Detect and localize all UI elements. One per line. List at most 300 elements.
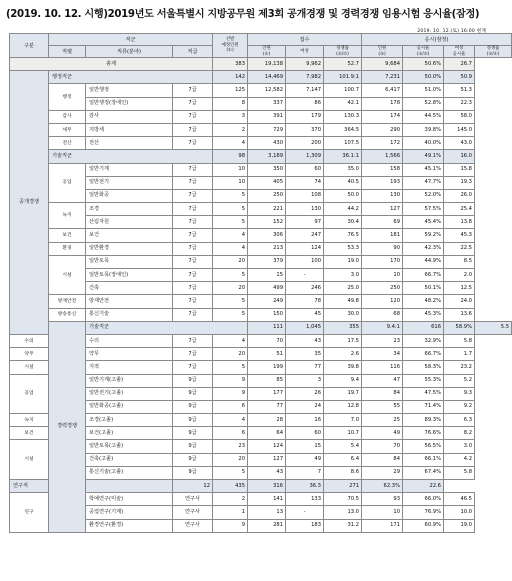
jeopsu-yeoseong-cell: 78 bbox=[286, 295, 324, 308]
table-row bbox=[10, 387, 512, 400]
jeopsu-yeoseong-cell: - bbox=[286, 506, 324, 519]
jeopsu-yeoseong-cell: 35 bbox=[286, 348, 324, 361]
eungsi-gyeongjaeng-cell: 22.6 bbox=[403, 480, 444, 493]
header-eungsiyul bbox=[403, 46, 444, 58]
jeopsu-ingwon-cell: 14,469 bbox=[248, 71, 286, 84]
jeopsu-yeoseong-cell: 316 bbox=[248, 480, 286, 493]
subtotal-label: 행정직군 bbox=[49, 71, 213, 84]
jikgeup-cell: 7급 bbox=[173, 84, 213, 97]
eungsiyul-cell: 44.5% bbox=[403, 110, 444, 123]
eungsi-ingwon-cell: 34 bbox=[362, 348, 403, 361]
jikryu-cell: 지적 bbox=[86, 361, 173, 374]
jikryu-cell: 보건(고졸) bbox=[86, 427, 173, 440]
seonbal-cell: 20 bbox=[213, 282, 248, 295]
eungsiyul-cell: 44.9% bbox=[403, 255, 444, 268]
eungsi-gyeongjaeng-cell: 16.0 bbox=[444, 150, 475, 163]
jeopsu-yeoseong-cell: - bbox=[286, 269, 324, 282]
eungsi-ingwon-cell: 25 bbox=[362, 414, 403, 427]
jikryu-cell: 공업연구(기계) bbox=[86, 506, 173, 519]
jeopsu-yeoseong-cell: 24 bbox=[286, 400, 324, 413]
jeopsu-gyeongjaeng-cell: 30.4 bbox=[324, 216, 362, 229]
jikgeup-cell: 7급 bbox=[173, 295, 213, 308]
jikgeup-cell: 9급 bbox=[173, 387, 213, 400]
jeopsu-ingwon-cell: 281 bbox=[248, 519, 286, 532]
jeopsu-ingwon-cell: 3,189 bbox=[248, 150, 286, 163]
eungsi-ingwon-cell: 84 bbox=[362, 453, 403, 466]
jeopsu-ingwon-cell: 124 bbox=[248, 440, 286, 453]
jeopsu-ingwon-cell: 152 bbox=[248, 216, 286, 229]
jikryeol-cell: 보건 bbox=[10, 427, 49, 440]
jeopsu-yeoseong-cell: 100 bbox=[286, 255, 324, 268]
eungsi-ingwon-cell: 120 bbox=[362, 295, 403, 308]
eungsiyul-cell: 66.7% bbox=[403, 348, 444, 361]
seonbal-cell: 4 bbox=[213, 414, 248, 427]
jikryu-cell: 전산 bbox=[86, 137, 173, 150]
jeopsu-gyeongjaeng-cell: 36.3 bbox=[286, 480, 324, 493]
header-ingwon bbox=[248, 46, 286, 58]
jikryeol-cell: 공업 bbox=[49, 163, 86, 203]
jikryeol-cell: 감사 bbox=[49, 110, 86, 123]
jeopsu-gyeongjaeng-cell: 19.7 bbox=[324, 387, 362, 400]
header-seonbal-text: 선발 예정인원 (①) bbox=[221, 37, 239, 54]
jeopsu-ingwon-cell: 64 bbox=[248, 427, 286, 440]
jeopsu-ingwon-cell: 405 bbox=[248, 176, 286, 189]
eungsiyul-cell: 56.5% bbox=[403, 440, 444, 453]
eungsiyul-cell: 51.0% bbox=[403, 84, 444, 97]
eungsiyul-cell: 45.1% bbox=[403, 163, 444, 176]
header-jikryu: 직류(분야) bbox=[86, 46, 173, 58]
jikgeup-cell: 7급 bbox=[173, 348, 213, 361]
eungsi-gyeongjaeng-cell: 5.5 bbox=[475, 321, 512, 334]
eungsi-ingwon-cell: 10 bbox=[362, 269, 403, 282]
eungsi-gyeongjaeng-cell: 9.2 bbox=[444, 400, 475, 413]
table-row bbox=[10, 203, 512, 216]
jeopsu-gyeongjaeng-cell: 7.0 bbox=[324, 414, 362, 427]
table-row bbox=[10, 506, 512, 519]
eungsi-gyeongjaeng-cell: 26.0 bbox=[444, 189, 475, 202]
table-row bbox=[10, 400, 512, 413]
eungsi-gyeongjaeng-cell: 5.8 bbox=[444, 466, 475, 479]
jikryu-cell: 통신기술 bbox=[86, 308, 173, 321]
jikryeol-cell: 방송통신 bbox=[49, 308, 86, 321]
seonbal-cell: 20 bbox=[213, 348, 248, 361]
eungsi-ingwon-cell: 9,684 bbox=[362, 58, 403, 71]
eungsi-gyeongjaeng-cell: 26.7 bbox=[444, 58, 475, 71]
jeopsu-gyeongjaeng-cell: 107.5 bbox=[324, 137, 362, 150]
eungsi-ingwon-cell: 29 bbox=[362, 466, 403, 479]
page-title: (2019. 10. 12. 시행)2019년도 서울특별시 지방공무원 제3회 공개경쟁 및 경력경쟁 임용시험 응시율(잠정) bbox=[6, 9, 480, 20]
jeopsu-yeoseong-cell: 45 bbox=[286, 308, 324, 321]
table-body bbox=[10, 58, 512, 533]
jikryeol-cell: 환경 bbox=[49, 242, 86, 255]
jeopsu-gyeongjaeng-cell: 49.8 bbox=[324, 295, 362, 308]
jeopsu-gyeongjaeng-cell: 100.7 bbox=[324, 84, 362, 97]
eungsi-ingwon-cell: 93 bbox=[362, 493, 403, 506]
eungsi-ingwon-cell: 10 bbox=[362, 506, 403, 519]
seonbal-cell: 4 bbox=[213, 137, 248, 150]
jeopsu-ingwon-cell: 177 bbox=[248, 387, 286, 400]
jikryu-cell: 일반기계(고졸) bbox=[86, 374, 173, 387]
jeopsu-gyeongjaeng-cell: 70.5 bbox=[324, 493, 362, 506]
header-eungsi-ingwon bbox=[362, 46, 403, 58]
jeopsu-yeoseong-cell: 16 bbox=[286, 414, 324, 427]
jeopsu-ingwon-cell: 249 bbox=[248, 295, 286, 308]
jikryu-cell: 건축 bbox=[86, 282, 173, 295]
jeopsu-ingwon-cell: 221 bbox=[248, 203, 286, 216]
eungsi-gyeongjaeng-cell: 22.5 bbox=[444, 242, 475, 255]
jikgeup-cell: 7급 bbox=[173, 97, 213, 110]
jeopsu-yeoseong-cell: 26 bbox=[286, 387, 324, 400]
jikgeup-cell: 9급 bbox=[173, 400, 213, 413]
seonbal-cell: 2 bbox=[213, 493, 248, 506]
seonbal-cell: 142 bbox=[213, 71, 248, 84]
jikryu-cell: 일반전기(고졸) bbox=[86, 387, 173, 400]
eungsiyul-cell: 76.9% bbox=[403, 506, 444, 519]
seonbal-cell: 383 bbox=[213, 58, 248, 71]
jikgeup-cell: 9급 bbox=[173, 453, 213, 466]
seonbal-cell: 20 bbox=[213, 453, 248, 466]
eungsi-ingwon-cell: 127 bbox=[362, 203, 403, 216]
eungsi-gyeongjaeng-cell: 2.0 bbox=[444, 269, 475, 282]
jeopsu-gyeongjaeng-cell: 50.0 bbox=[324, 189, 362, 202]
seonbal-cell: 5 bbox=[213, 203, 248, 216]
subtotal-label: 기술직군 bbox=[86, 321, 248, 334]
seonbal-cell: 10 bbox=[213, 163, 248, 176]
jikryu-cell: 수의 bbox=[86, 334, 173, 347]
seonbal-cell: 8 bbox=[213, 97, 248, 110]
jikgeup-cell: 7급 bbox=[173, 123, 213, 136]
seonbal-cell: 4 bbox=[213, 334, 248, 347]
subtotal-row bbox=[10, 480, 512, 493]
jikryu-cell: 일반토목 bbox=[86, 255, 173, 268]
table-row bbox=[10, 176, 512, 189]
jikryu-cell: 조경 bbox=[86, 203, 173, 216]
eungsiyul-cell: 48.2% bbox=[403, 295, 444, 308]
subtotal-label: 연구직 bbox=[10, 480, 173, 493]
eungsiyul-cell: 50.0% bbox=[403, 71, 444, 84]
jikryu-cell: 일반화공 bbox=[86, 189, 173, 202]
jeopsu-yeoseong-cell: 355 bbox=[324, 321, 362, 334]
eungsi-ingwon-cell: 47 bbox=[362, 374, 403, 387]
seonbal-cell: 9 bbox=[213, 519, 248, 532]
seonbal-cell: 23 bbox=[213, 440, 248, 453]
table-row bbox=[10, 374, 512, 387]
jikgeup-cell: 9급 bbox=[173, 414, 213, 427]
jeopsu-yeoseong-cell: 60 bbox=[286, 427, 324, 440]
table-row bbox=[10, 189, 512, 202]
jeopsu-ingwon-cell: 250 bbox=[248, 189, 286, 202]
jeopsu-yeoseong-cell: 200 bbox=[286, 137, 324, 150]
jikgeup-cell: 7급 bbox=[173, 176, 213, 189]
eungsiyul-cell: 47.5% bbox=[403, 387, 444, 400]
jeopsu-ingwon-cell: 13 bbox=[248, 506, 286, 519]
jikryeol-cell: 녹지 bbox=[49, 203, 86, 229]
jikryu-cell: 학예연구(미술) bbox=[86, 493, 173, 506]
jeopsu-gyeongjaeng-cell: 364.5 bbox=[324, 123, 362, 136]
total-row bbox=[10, 58, 512, 71]
jeopsu-ingwon-cell: 85 bbox=[248, 374, 286, 387]
seonbal-cell: 5 bbox=[213, 189, 248, 202]
jeopsu-ingwon-cell: 51 bbox=[248, 348, 286, 361]
eungsiyul-cell: 62.3% bbox=[362, 480, 403, 493]
jikgeup-cell: 연구사 bbox=[173, 506, 213, 519]
jikgeup-cell: 7급 bbox=[173, 361, 213, 374]
table-row bbox=[10, 348, 512, 361]
table-row bbox=[10, 123, 512, 136]
eungsi-gyeongjaeng-cell: 51.3 bbox=[444, 84, 475, 97]
jikgeup-cell: 7급 bbox=[173, 269, 213, 282]
jeopsu-yeoseong-cell: 60 bbox=[286, 163, 324, 176]
jeopsu-gyeongjaeng-cell: 101.9:1 bbox=[324, 71, 362, 84]
eungsi-ingwon-cell: 116 bbox=[362, 361, 403, 374]
table-row bbox=[10, 255, 512, 268]
eungsi-ingwon-cell: 171 bbox=[362, 519, 403, 532]
header-gyeongjaengryul-text: 경쟁률 (②/①) bbox=[336, 46, 349, 57]
eungsiyul-cell: 49.1% bbox=[403, 150, 444, 163]
jeopsu-ingwon-cell: 70 bbox=[248, 334, 286, 347]
jeopsu-yeoseong-cell: 9,962 bbox=[286, 58, 324, 71]
seonbal-cell: 20 bbox=[213, 255, 248, 268]
table-row bbox=[10, 110, 512, 123]
jeopsu-yeoseong-cell: 108 bbox=[286, 189, 324, 202]
jikgeup-cell: 7급 bbox=[173, 216, 213, 229]
jikryu-cell: 산림자원 bbox=[86, 216, 173, 229]
seonbal-cell: 111 bbox=[248, 321, 286, 334]
eungsi-gyeongjaeng-cell: 6.3 bbox=[444, 414, 475, 427]
jeopsu-ingwon-cell: 213 bbox=[248, 242, 286, 255]
eungsi-ingwon-cell: 84 bbox=[362, 387, 403, 400]
jeopsu-ingwon-cell: 141 bbox=[248, 493, 286, 506]
jeopsu-ingwon-cell: 337 bbox=[248, 97, 286, 110]
jikgeup-cell: 7급 bbox=[173, 255, 213, 268]
eungsiyul-cell: 39.8% bbox=[403, 123, 444, 136]
jeopsu-yeoseong-cell: 246 bbox=[286, 282, 324, 295]
jeopsu-gyeongjaeng-cell: 53.3 bbox=[324, 242, 362, 255]
jeopsu-yeoseong-cell: 1,309 bbox=[286, 150, 324, 163]
jeopsu-gyeongjaeng-cell: 12.8 bbox=[324, 400, 362, 413]
seonbal-cell: 3 bbox=[213, 110, 248, 123]
jikryeol-cell: 연구 bbox=[10, 493, 49, 533]
eungsi-ingwon-cell: 181 bbox=[362, 229, 403, 242]
eungsi-gyeongjaeng-cell: 24.0 bbox=[444, 295, 475, 308]
seonbal-cell: 9 bbox=[213, 374, 248, 387]
eungsi-gyeongjaeng-cell: 3.0 bbox=[444, 440, 475, 453]
seonbal-cell: 4 bbox=[213, 229, 248, 242]
eungsiyul-cell: 52.8% bbox=[403, 97, 444, 110]
table-row bbox=[10, 97, 512, 110]
header-yeoseong-eungsiyul bbox=[444, 46, 475, 58]
eungsi-ingwon-cell: 616 bbox=[403, 321, 444, 334]
jikryeol-cell: 녹지 bbox=[10, 414, 49, 427]
jeopsu-gyeongjaeng-cell: 9.4:1 bbox=[362, 321, 403, 334]
jeopsu-ingwon-cell: 150 bbox=[248, 308, 286, 321]
eungsi-gyeongjaeng-cell: 12.5 bbox=[444, 282, 475, 295]
eungsiyul-cell: 58.9% bbox=[444, 321, 475, 334]
jikryeol-cell: 시설 bbox=[49, 255, 86, 295]
jeopsu-ingwon-cell: 12,582 bbox=[248, 84, 286, 97]
table-row bbox=[10, 242, 512, 255]
header-eungsi-gyeongjaeng bbox=[475, 46, 512, 58]
eungsi-ingwon-cell: 69 bbox=[362, 216, 403, 229]
eungsiyul-cell: 58.3% bbox=[403, 361, 444, 374]
as-of-timestamp: 2019. 10. 12.(토) 16:00 현재 bbox=[417, 29, 486, 34]
seonbal-cell: 98 bbox=[213, 150, 248, 163]
eungsi-gyeongjaeng-cell: 25.4 bbox=[444, 203, 475, 216]
eungsiyul-cell: 50.6% bbox=[403, 58, 444, 71]
eungsiyul-cell: 57.5% bbox=[403, 203, 444, 216]
jeopsu-ingwon-cell: 379 bbox=[248, 255, 286, 268]
eungsiyul-cell: 32.9% bbox=[403, 334, 444, 347]
jeopsu-yeoseong-cell: 133 bbox=[286, 493, 324, 506]
jeopsu-ingwon-cell: 430 bbox=[248, 137, 286, 150]
jeopsu-gyeongjaeng-cell: 39.8 bbox=[324, 361, 362, 374]
jikryu-cell: 건축(고졸) bbox=[86, 453, 173, 466]
eungsi-gyeongjaeng-cell: 50.9 bbox=[444, 71, 475, 84]
table-row bbox=[10, 295, 512, 308]
eungsi-ingwon-cell: 170 bbox=[362, 255, 403, 268]
jikryu-cell: 일반행정(장애인) bbox=[86, 97, 173, 110]
eungsiyul-cell: 45.3% bbox=[403, 308, 444, 321]
table-row bbox=[10, 493, 512, 506]
seonbal-cell: 1 bbox=[213, 506, 248, 519]
eungsi-gyeongjaeng-cell: 46.5 bbox=[444, 493, 475, 506]
header-jikryeol: 직렬 bbox=[49, 46, 86, 58]
jeopsu-gyeongjaeng-cell: 6.4 bbox=[324, 453, 362, 466]
eungsi-gyeongjaeng-cell: 15.8 bbox=[444, 163, 475, 176]
seonbal-cell: 12 bbox=[173, 480, 213, 493]
eungsi-ingwon-cell: 130 bbox=[362, 189, 403, 202]
eungsi-gyeongjaeng-cell: 19.3 bbox=[444, 176, 475, 189]
jeopsu-yeoseong-cell: 370 bbox=[286, 123, 324, 136]
header-eungsiyul-text: 응시율 (③/②) bbox=[416, 46, 430, 57]
jikryeol-cell: 공업 bbox=[10, 374, 49, 414]
eungsiyul-cell: 59.2% bbox=[403, 229, 444, 242]
jikgeup-cell: 7급 bbox=[173, 308, 213, 321]
eungsi-gyeongjaeng-cell: 5.8 bbox=[444, 334, 475, 347]
eungsi-ingwon-cell: 172 bbox=[362, 137, 403, 150]
jikgeup-cell: 9급 bbox=[173, 374, 213, 387]
jeopsu-yeoseong-cell: 74 bbox=[286, 176, 324, 189]
header-ingwon-text: 인원 (②) bbox=[262, 46, 271, 57]
jikgeup-cell: 7급 bbox=[173, 242, 213, 255]
eungsi-ingwon-cell: 193 bbox=[362, 176, 403, 189]
seonbal-cell: 5 bbox=[213, 269, 248, 282]
jikgeup-cell: 7급 bbox=[173, 163, 213, 176]
jikgeup-cell: 7급 bbox=[173, 110, 213, 123]
jeopsu-yeoseong-cell: 97 bbox=[286, 216, 324, 229]
jeopsu-yeoseong-cell: 49 bbox=[286, 453, 324, 466]
jeopsu-gyeongjaeng-cell: 35.0 bbox=[324, 163, 362, 176]
table-row bbox=[10, 269, 512, 282]
jeopsu-yeoseong-cell: 7,147 bbox=[286, 84, 324, 97]
seonbal-cell: 5 bbox=[213, 361, 248, 374]
jeopsu-yeoseong-cell: 7,982 bbox=[286, 71, 324, 84]
jeopsu-yeoseong-cell: 86 bbox=[286, 97, 324, 110]
header-jikgun: 직군 bbox=[49, 34, 213, 46]
subtotal-row bbox=[10, 71, 512, 84]
jeopsu-gyeongjaeng-cell: 17.5 bbox=[324, 334, 362, 347]
jeopsu-ingwon-cell: 19,138 bbox=[248, 58, 286, 71]
jeopsu-ingwon-cell: 391 bbox=[248, 110, 286, 123]
eungsi-gyeongjaeng-cell: 8.5 bbox=[444, 255, 475, 268]
seonbal-cell: 4 bbox=[213, 242, 248, 255]
seonbal-cell: 10 bbox=[213, 176, 248, 189]
group-label: 공개경쟁 bbox=[10, 71, 49, 335]
seonbal-cell: 2 bbox=[213, 123, 248, 136]
seonbal-cell: 9 bbox=[213, 387, 248, 400]
jeopsu-gyeongjaeng-cell: 31.2 bbox=[324, 519, 362, 532]
jikryeol-cell: 보건 bbox=[49, 229, 86, 242]
jikgeup-cell: 7급 bbox=[173, 334, 213, 347]
eungsiyul-cell: 67.4% bbox=[403, 466, 444, 479]
jeopsu-gyeongjaeng-cell: 25.0 bbox=[324, 282, 362, 295]
eungsi-gyeongjaeng-cell: 8.2 bbox=[444, 427, 475, 440]
jeopsu-ingwon-cell: 127 bbox=[248, 453, 286, 466]
jeopsu-ingwon-cell: 77 bbox=[248, 400, 286, 413]
jikryu-cell: 조경(고졸) bbox=[86, 414, 173, 427]
jeopsu-gyeongjaeng-cell: 13.0 bbox=[324, 506, 362, 519]
subtotal-row bbox=[10, 150, 512, 163]
header-eungsi: 응시(잠정) bbox=[362, 34, 512, 46]
eungsi-gyeongjaeng-cell: 10.0 bbox=[444, 506, 475, 519]
seonbal-cell: 125 bbox=[213, 84, 248, 97]
eungsiyul-cell: 45.4% bbox=[403, 216, 444, 229]
eungsi-ingwon-cell: 49 bbox=[362, 427, 403, 440]
jikgeup-cell: 7급 bbox=[173, 203, 213, 216]
jikgeup-cell: 연구사 bbox=[173, 493, 213, 506]
header-eungsi-gyeongjaeng-text: 경쟁률 (③/①) bbox=[486, 46, 500, 57]
jikgeup-cell: 7급 bbox=[173, 137, 213, 150]
jeopsu-gyeongjaeng-cell: 130.3 bbox=[324, 110, 362, 123]
jikryu-cell: 일반환경 bbox=[86, 242, 173, 255]
eungsi-gyeongjaeng-cell: 9.3 bbox=[444, 387, 475, 400]
jeopsu-ingwon-cell: 15 bbox=[248, 269, 286, 282]
eungsiyul-cell: 60.9% bbox=[403, 519, 444, 532]
header-yeoseong-eungsiyul-text: 여성 응시율 bbox=[452, 46, 466, 57]
jikgeup-cell: 9급 bbox=[173, 440, 213, 453]
table-row bbox=[10, 137, 512, 150]
jeopsu-ingwon-cell: 729 bbox=[248, 123, 286, 136]
eungsi-ingwon-cell: 23 bbox=[362, 334, 403, 347]
seonbal-cell: 6 bbox=[213, 427, 248, 440]
seonbal-cell: 5 bbox=[213, 295, 248, 308]
table-row bbox=[10, 216, 512, 229]
table-row bbox=[10, 84, 512, 97]
seonbal-cell: 5 bbox=[213, 308, 248, 321]
table-row bbox=[10, 427, 512, 440]
table-row bbox=[10, 466, 512, 479]
jikryeol-cell: 전산 bbox=[49, 137, 86, 150]
jikryu-cell: 통신기술(고졸) bbox=[86, 466, 173, 479]
jeopsu-ingwon-cell: 199 bbox=[248, 361, 286, 374]
jeopsu-gyeongjaeng-cell: 3.0 bbox=[324, 269, 362, 282]
jeopsu-gyeongjaeng-cell: 40.5 bbox=[324, 176, 362, 189]
jeopsu-gyeongjaeng-cell: 10.7 bbox=[324, 427, 362, 440]
eungsi-gyeongjaeng-cell: 4.2 bbox=[444, 453, 475, 466]
jeopsu-yeoseong-cell: 183 bbox=[286, 519, 324, 532]
eungsi-ingwon-cell: 174 bbox=[362, 110, 403, 123]
jeopsu-gyeongjaeng-cell: 44.2 bbox=[324, 203, 362, 216]
eungsi-ingwon-cell: 90 bbox=[362, 242, 403, 255]
table-row bbox=[10, 282, 512, 295]
eungsiyul-cell: 66.7% bbox=[403, 269, 444, 282]
eungsi-gyeongjaeng-cell: 22.3 bbox=[444, 97, 475, 110]
jikryu-cell: 보건 bbox=[86, 229, 173, 242]
eungsiyul-cell: 66.1% bbox=[403, 453, 444, 466]
eungsiyul-cell: 47.7% bbox=[403, 176, 444, 189]
jikgeup-cell: 7급 bbox=[173, 282, 213, 295]
table-row bbox=[10, 519, 512, 532]
